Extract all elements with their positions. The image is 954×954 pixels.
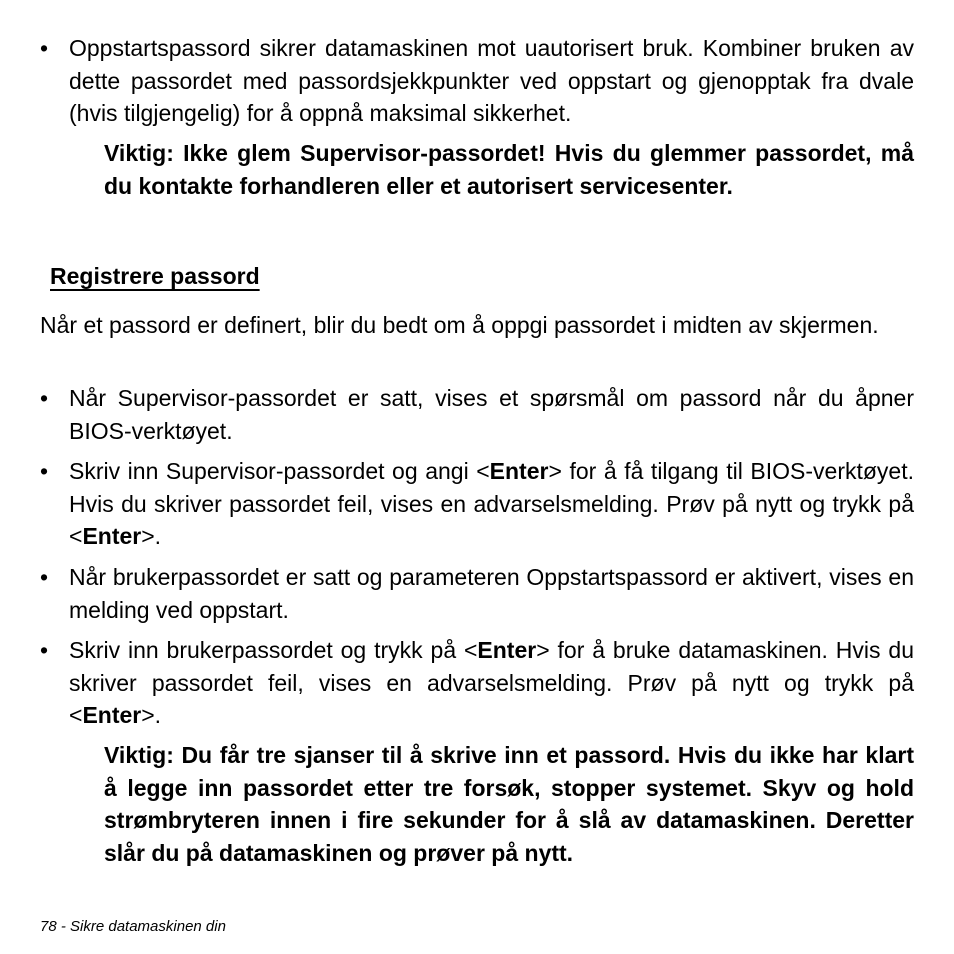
bullet-text-part: > for å få tilgang til BIOS-verktøyet. Hvis du skriver passordet feil, vises en advarselsmelding. Prøv på nytt og trykk på < [69,458,914,549]
bullet-marker: • [40,385,49,411]
bullet-marker: • [40,35,49,61]
bullet-item-supervisor-prompt [40,382,914,447]
bullet-text-part: > for å bruke datamaskinen. Hvis du skriver passordet feil, vises en advarselsmelding. Prøv på nytt og trykk på < [69,637,914,728]
page-footer: 78 - Sikre datamaskinen din [40,918,226,935]
bullet-marker: • [40,564,49,590]
bullet-item-user-enter [40,634,914,732]
bullet-text-part: Skriv inn Supervisor-passordet og angi < [69,458,490,484]
bullet-item-startup-password [40,32,914,130]
enter-key-label: Enter [489,458,549,484]
body-paragraph: Når et passord er definert, blir du bedt om å oppgi passordet i midten av skjermen. [40,312,879,338]
enter-key-label: Enter [82,702,142,728]
bullet-marker: • [40,458,49,484]
bullet-marker: • [40,637,49,663]
bullet-text: Når brukerpassordet er satt og parameteren Oppstartspassord er aktivert, vises en melding ved oppstart. [69,564,914,623]
bullet-text: Når Supervisor-passordet er satt, vises et spørsmål om passord når du åpner BIOS-verktøyet. [69,385,914,444]
section-heading: Registrere passord [50,263,260,289]
bullet-item-user-password [40,561,914,626]
bullet-text-part: Skriv inn brukerpassordet og trykk på < [69,637,478,663]
enter-key-label: Enter [82,523,142,549]
bullet-item-supervisor-enter [40,455,914,553]
important-note-three-attempts: Viktig: Du får tre sjanser til å skrive inn et passord. Hvis du ikke har klart å legge inn passordet etter tre forsøk, stopper systemet. Skyv og hold strømbryteren innen i fire sekunder for å slå av datamaskinen. Deretter slår du på datamaskinen og prøver på nytt. [104,742,914,866]
bullet-text-part: >. [141,523,162,549]
bullet-text: Oppstartspassord sikrer datamaskinen mot uautorisert bruk. Kombiner bruken av dette passordet med passordsjekkpunkter ved oppstart og gjenopptak fra dvale (hvis tilgjengelig) for å oppnå maksimal sikkerhet. [69,35,914,126]
enter-key-label: Enter [477,637,537,663]
bullet-text-part: >. [141,702,162,728]
important-note-supervisor: Viktig: Ikke glem Supervisor-passordet! Hvis du glemmer passordet, må du kontakte forhandleren eller et autorisert servicesenter. [104,140,914,199]
